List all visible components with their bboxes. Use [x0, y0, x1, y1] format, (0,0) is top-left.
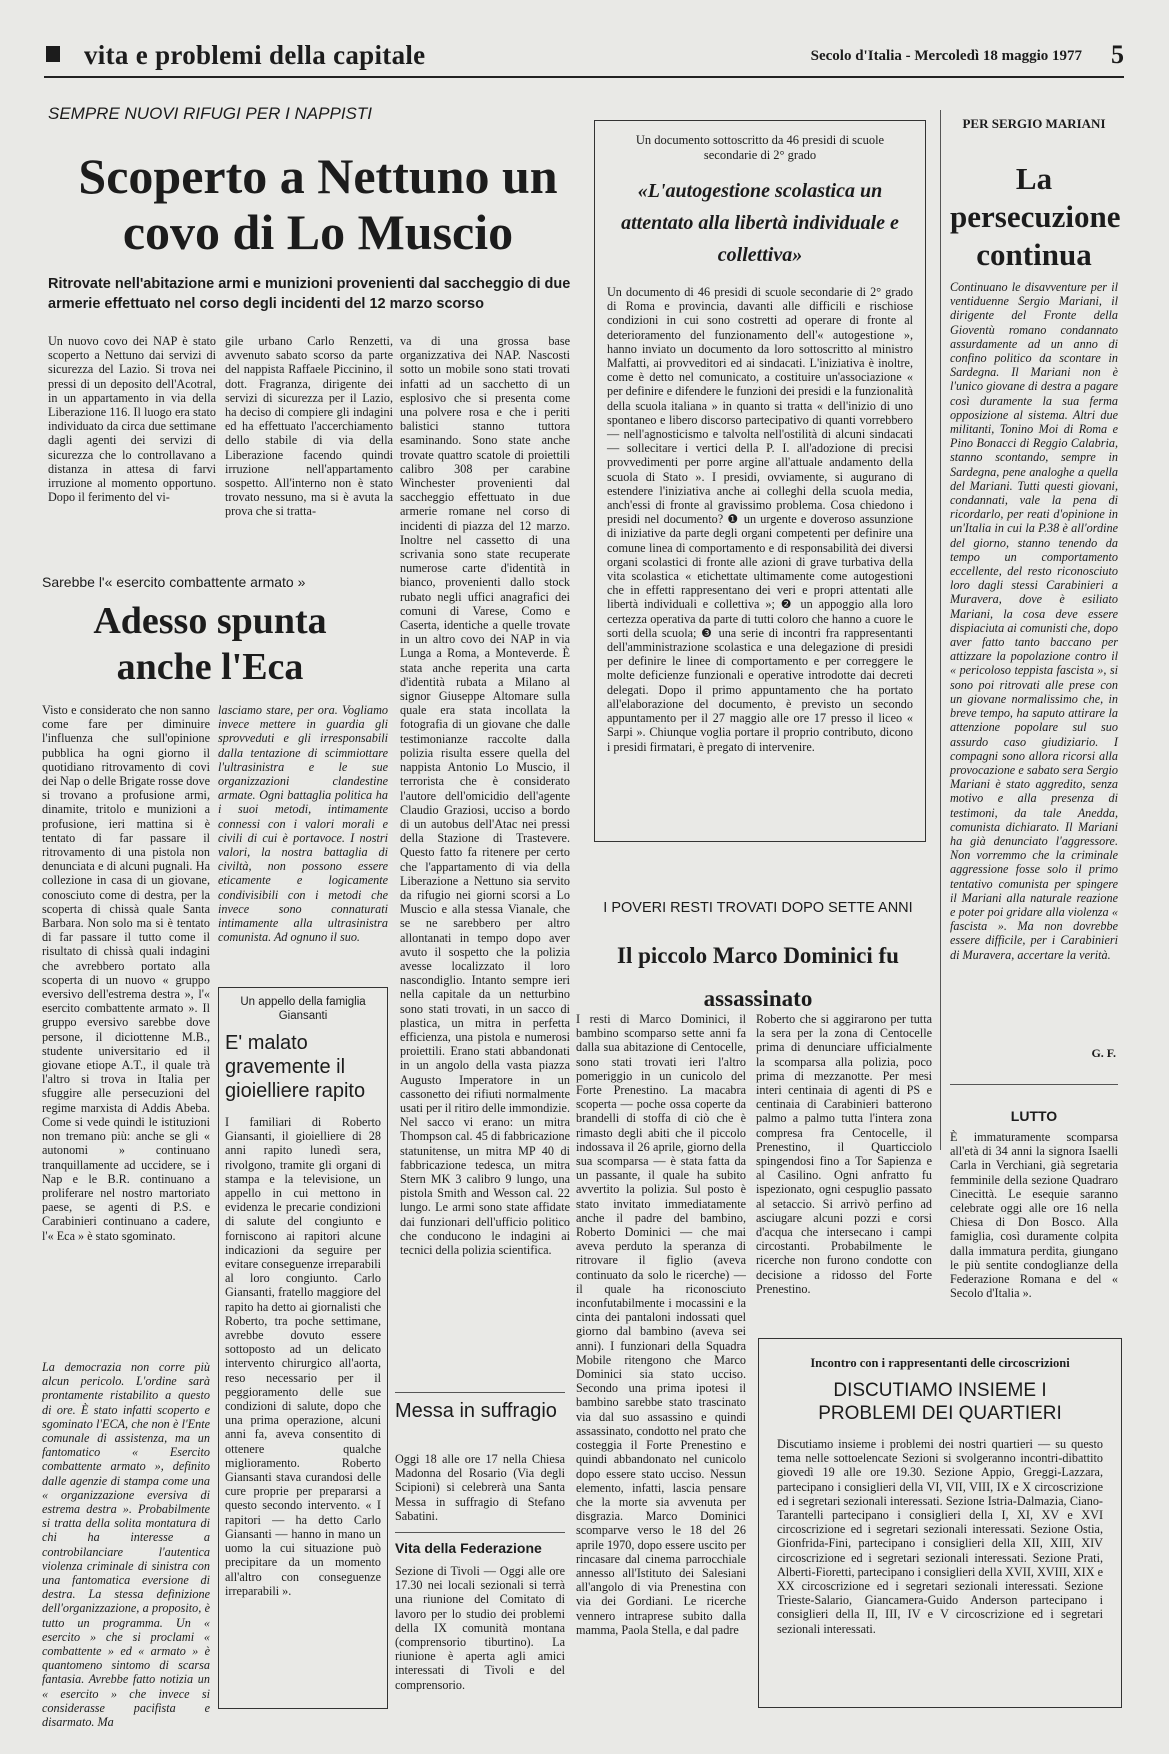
eca-col1: Visto e considerato che non sanno come fare per diminuire l'influenza che sull'opinione pubblica ha ogni giorno il quotidiano ritrovamento di covi dei Nap o delle Brigate rosse dove si trovano a profusione armi, dinamite, tritolo e munizioni a profusione, ieri mattina si è tentato di far passare il ritrovamento di una pistola non denunciata e di alcuni pugnali. Ha collezione in casa di un giovane, conosciuto come di destra, per la scoperta di chissà quale Santa Barbara. Non solo ma si è tentato di far passare il tutto come il risultato di chissà quali indagini che avrebbero portato alla scoperta di un nuovo « gruppo eversivo dell'estrema destra », l'« esercito combattente armato ». Il gruppo eversivo sarebbe dove persone, il diciottenne M.B., studente universitario ed il giovane etiope A.T., il quale trà l'altro si trova in Italia per sfuggire alle persecuzioni del regime marxista di Addis Abeba. Come si vede quindi le istituzioni non tremano più: anche se gli « autonomi » continuano tranquillamente ad uccidere, se i Nap e le B.R. continuano a proliferare nel nostro martoriato paese, se agenti di P.S. e Carabinieri continuano a cadere, l'« Eca » è stato sgominato. [42, 703, 210, 1243]
presidi-box [594, 120, 926, 842]
federazione-title: Vita della Federazione [395, 1540, 542, 1556]
dominici-col1: I resti di Marco Dominici, il bambino scomparso sette anni fa dalla sua abitazione di Centocelle, sono stati trovati ieri l'altro pomeriggio in un cunicolo del Forte Prenestino. La macabra scoperta — poche ossa coperte da brandelli di stoffa di ciò che è rimasto degli abiti che il piccolo indossava il 26 aprile, giorno della sua scomparsa — è stata fatta da un passante, il quale ha subito avvertito la polizia. Sul posto è stato invitato immediatamente anche il padre del bambino, Roberto Dominici — che mai aveva perduto la speranza di ritrovare il figlio (aveva continuato da solo le ricerche) — il quale ha riconosciuto inconfutabilmente i mocassini e la cinta dei pantaloni indossati quel giorno dal bambino (aveva sei anni). I funzionari della Squadra Mobile ritengono che Marco Dominici sia stato ucciso. Secondo una prima ipotesi il bambino sarebbe stato trascinato via dal suo assassino e quindi assassinato, condotto nel prato che costeggia il Forte Prenestino e quindi abbandonato nel cunicolo dopo essere stato ucciso. Nessun elemento, infatti, lascia pensare che la morte sia avvenuta per disgrazia. Marco Dominici scomparve verso le 18 del 26 aprile 1970, dopo essere uscito per rincasare dal cinema parrocchiale annesso all'Istituto dei Salesiani all'angolo di via Prenestina con via dei Gordiani. Le ricerche vennero intraprese subito dalla mamma, Paola Stella, e dal padre [576, 1012, 746, 1637]
nettuno-col1: Un nuovo covo dei NAP è stato scoperto a Nettuno dai servizi di sicurezza del Lazio. Si trova nei pressi di un deposito dell'Acotral, in un appartamento in via della Liberazione 116. Il luogo era stato individuato da circa due settimane dagli agenti dei servizi di sicurezza che lo controllavano a distanza in attesa di farvi irruzione al momento opportuno. Dopo il ferimento del vi- [48, 334, 216, 505]
gioielliere-kicker: Un appello della famiglia Giansanti [240, 996, 366, 1022]
mariani-kicker: PER SERGIO MARIANI [962, 116, 1106, 131]
federazione-rule [395, 1532, 565, 1533]
section-marker-icon [46, 46, 60, 62]
section-title: vita e problemi della capitale [84, 40, 426, 70]
nettuno-col2: gile urbano Carlo Renzetti, avvenuto sabato scorso da parte del nappista Raffaele Piccinino, il dott. Fragranza, dirigente dei servizi di sicurezza per il Lazio, ha deciso di compiere gli indagini ed ha effettuato l'accerchiamento dello stabile di via della Liberazione facendo quindi irruzione nell'appartamento sospetto. All'interno non è stato trovato nessuno, ma si è avuta la prova che si tratta- [225, 334, 393, 519]
gioielliere-box [218, 987, 388, 1709]
messa-title: Messa in suffragio [395, 1400, 557, 1422]
eca-col2: lasciamo stare, per ora. Vogliamo invece mettere in guardia gli sprovveduti e gli irresponsabili dalla tentazione di scimmiottare l'ultrasinistra e le sue organizzazioni clandestine armate. Ogni battaglia politica ha i suoi metodi, intimamente connessi con i valori morali e civili di cui è portavoce. I nostri valori, la nostra battaglia di civiltà, non possono essere eticamente e logicamente condivisibili con i metodi che invece sono connaturati intimamente alla ultrasinistra comunista. Ad ognuno il suo. [218, 703, 388, 945]
nettuno-deck: Ritrovate nell'abitazione armi e munizioni provenienti dal saccheggio di due armerie effettuato nel corso degli incidenti del 12 marzo scorso [48, 276, 571, 312]
dominici-kicker: I POVERI RESTI TROVATI DOPO SETTE ANNI [603, 900, 913, 916]
lutto-rule [950, 1084, 1118, 1085]
mariani-signature: G. F. [1091, 1046, 1116, 1060]
nettuno-col3: va di una grossa base organizzativa dei NAP. Nascosti sotto un mobile sono stati trovati infatti ad un sacchetto di un esplosivo che si presenta come una polvere rosa e che i periti balistici stanno tuttora esaminando. Sono state anche trovate quattro scatole di proiettili calibro 308 per carabine Winchester provenienti dal saccheggio effettuato in due armerie romane nel corso di incidenti di piazza del 12 marzo. Inoltre nel cassetto di una scrivania sono state recuperate numerose carte d'identità in bianco, provenienti dallo stock rubato negli uffici anagrafici dei comuni di Varese, Como e Caserta, identiche a quelle trovate in un altro covo dei NAP in via Lunga a Roma, a Monteverde. È stata anche reperita una carta d'identità rubata a Milano al signor Giuseppe Altomare sulla quale era stata incollata la fotografia di un giovane che dalle testimonianze raccolte dalla polizia risulta essere quella del nappista Antonio Lo Muscio, il terrorista che è considerato l'autore dell'omicidio dell'agente Claudio Graziosi, ucciso a bordo di un autobus dell'Atac nei pressi della Stazione di Trastevere. Questo fatto fa ritenere per certo che l'appartamento di via della Liberazione a Nettuno sia servito da rifugio nei giorni scorsi a Lo Muscio e alla stessa Vianale, che se ne sarebbero per altro allontanati in tempo dopo aver avuto il sospetto che la polizia avesse localizzato il loro nascondiglio. Intanto sempre ieri nella capitale da un netturbino sono stati trovati, in un sacco di plastica, un mitra in perfetta efficienza, una pistola e numerosi proiettili. Erano stati abbandonati in un angolo della vasta piazza Augusto Imperatore in un cassonetto dei rifiuti normalmente usati per il ritiro delle immondizie. Nel sacco vi erano: un mitra Thompson cal. 45 di fabbricazione statunitense, un mitra MP 40 di fabbricazione tedesca, un mitra Stern MK 3 calibro 9 lungo, una pistola Smith and Wesson cal. 22 lungo. Le armi sono state affidate dai funzionari dell'ufficio politico che conducono le indagini ai tecnici della polizia scientifica. [400, 334, 570, 1257]
messa-rule [395, 1392, 565, 1393]
lutto-body: È immaturamente scomparsa all'età di 34 anni la signora Isaelli Carla in Verchiani, già segretaria femminile della sezione Quadraro Cinecittà. Le esequie saranno celebrate oggi alle ore 16 nella Chiesa di Don Bosco. Alla famiglia, così duramente colpita dalla immatura perdita, giungano le più sentite condoglianze della Federazione Romana e del « Secolo d'Italia ». [950, 1130, 1118, 1301]
dominici-title: Il piccolo Marco Dominici fu assassinato [617, 943, 899, 1011]
eca-kicker: Sarebbe l'« esercito combattente armato » [42, 574, 306, 590]
presidi-title: «L'autogestione scolastica un attentato alla libertà individuale e collettiva» [621, 180, 899, 266]
quartieri-box [758, 1338, 1122, 1708]
quartieri-body: Discutiamo insieme i problemi dei nostri quartieri — su questo tema nelle sottoelencate Sezioni si svolgeranno incontri-dibattito giovedì 19 alle ore 19.30. Sezione Appio, Greggi-Lazzara, partecipano i consiglieri della VI, VII, VIII, IX e X circoscrizione ed i segretari sezionali interessati. Sezione Istria-Dalmazia, Ciano-Tarantelli partecipano i consiglieri della I, XI, XV e XVI circoscrizione ed i segretari sezionali interessati. Sezione Ostia, Gionfrida-Fini, partecipano i consiglieri della XII, XIII, XIV circoscrizione ed i segretari sezionali interessati. Sezione Prati, Alberti-Fioretti, partecipano i consiglieri della XVII, XVIII, XIX e XX circoscrizione ed i segretari sezionali interessati. Sezione Trieste-Salario, Giancamera-Guido Anderson partecipano i consiglieri della II, III, IV e V circoscrizione ed i segretari sezionali interessati. [777, 1437, 1103, 1636]
masthead-date: Secolo d'Italia - Mercoledì 18 maggio 1977 [810, 48, 1082, 64]
quartieri-title: DISCUTIAMO INSIEME I PROBLEMI DEI QUARTIERI [818, 1380, 1062, 1424]
mariani-body: Continuano le disavventure per il ventiduenne Sergio Mariani, il dirigente del Fronte della Gioventù romano condannato assurdamente ad un anno di confino politico da scontare in Sardegna. Il Mariani non è l'unico giovane di destra a pagare così duramente la sua ferma opposizione al sistema. Altri due militanti, Tonino Moi di Roma e Pino Bonacci di Reggio Calabria, stanno scontando, sempre in Sardegna, pene analoghe a quella del Mariani. Tutti questi giovani, condannati, vale la pena di ricordarlo, per reati d'opinione in un'Italia in cui la P.38 è all'ordine del giorno, stanno tenendo da tempo un comportamento eccellente, del resto riconosciuto loro dagli stessi Carabinieri a Muravera, dove è esiliato Mariani, la cosa deve essere dispiaciuta ai comunisti che, dopo aver fatto tanto baccano per attizzare la popolazione contro il « pericoloso teppista fascista », si sono poi ritrovati alle prese con un giovane normalissimo che, in breve tempo, ha saputo attirare la attenzione popolare sul suo assurdo caso giudiziario. I compagni sono allora ricorsi alla provocazione e sabato sera Sergio Mariani è stato aggredito, senza motivo e alla presenza di testimoni, da tale Anedda, comunista dichiarato. Il Mariani ha già denunciato l'aggressore. Non vorremmo che la criminale aggressione fosse solo il primo tentativo comunista per spingere il Mariani alla naturale reazione e poter poi gridare alla violenza « fascista ». Ma non dovrebbe essere difficile, per i Carabinieri di Muravera, accertare la verità. [950, 280, 1118, 962]
page-header [44, 40, 1124, 78]
gioielliere-title: E' malato gravemente il gioielliere rapito [225, 1032, 366, 1102]
gioielliere-body: I familiari di Roberto Giansanti, il gioielliere di 28 anni rapito lunedì sera, rivolgono, tramite gli organi di stampa e la televisione, un appello in cui mettono in evidenza le precarie condizioni di salute del congiunto e forniscono ai rapitori alcune indicazioni da seguire per evitare conseguenze irreparabili al loro congiunto. Carlo Giansanti, fratello maggiore del rapito ha detto ai giornalisti che Roberto, tra poche settimane, avrebbe dovuto essere sottoposto ad un delicato intervento chirurgico all'aorta, reso necessario per il peggioramento delle sue condizioni di salute, dopo che una prima operazione, alcuni anni fa, aveva consentito di ottenere qualche miglioramento. Roberto Giansanti stava curandosi delle cure proprie per prepararsi a questo secondo intervento. « I rapitori — ha detto Carlo Giansanti — hanno in mano un uomo la cui situazione può precipitare da un momento all'altro con conseguenze irreparabili ». [225, 1115, 381, 1598]
lutto-title: LUTTO [1010, 1108, 1058, 1124]
quartieri-kicker: Incontro con i rappresentanti delle circoscrizioni [810, 1356, 1070, 1370]
messa-body: Oggi 18 alle ore 17 nella Chiesa Madonna del Rosario (Via degli Scipioni) si celebrerà una Santa Messa in suffragio di Stefano Sabatini. [395, 1452, 565, 1523]
eca-tail: La democrazia non corre più alcun pericolo. L'ordine sarà prontamente ristabilito a questo di ore. È stato infatti scoperto e sgominato l'ECA, che non è l'Ente comunale di assistenza, ma un fantomatico « Esercito combattente armato », definito dalle agenzie di stampa come una « organizzazione eversiva di estrema destra ». Probabilmente si tratta della solita montatura di chi ha interesse a controbilanciare l'autentica violenza criminale di sinistra con una fantomatica eversione di destra. La stessa definizione dell'organizzazione, a proposito, è tutto un programma. Un « esercito » che si proclami « combattente » ed « armato » è quantomeno sintomo di scarsa fantasia. Avrebbe fatto notizia un « esercito » che invece si considerasse pacifista e disarmato. Ma [42, 1360, 210, 1730]
eca-title: Adesso spunta anche l'Eca [93, 600, 327, 688]
nettuno-kicker: SEMPRE NUOVI RIFUGI PER I NAPPISTI [48, 104, 372, 123]
federazione-body: Sezione di Tivoli — Oggi alle ore 17.30 nei locali sezionali si terrà una riunione del Comitato di lavoro per lo studio dei problemi della IX comunità montana (comprensorio tiburtino). La riunione è aperta agli amici interessati di Tivoli e del comprensorio. [395, 1564, 565, 1692]
page-number: 5 [1111, 40, 1124, 69]
presidi-kicker: Un documento sottoscritto da 46 presidi di scuole secondarie di 2° grado [635, 133, 885, 162]
dominici-col2: Roberto che si aggirarono per tutta la sera per la zona di Centocelle prima di denunciare ufficialmente la scomparsa alla polizia, poco prima di mezzanotte. Per mesi interi centinaia di agenti di PS e centinaia di Carabinieri batterono palmo a palmo tutta l'intera zona compresa fra Centocelle, il Prenestino, il Quarticciolo spingendosi fino a Tor Sapienza e al Casilino. Ogni anfratto fu ispezionato, ogni cespuglio passato al setaccio. Si arrivò perfino ad asciugare alcuni pozzi e corsi d'acqua che intersecano i campi circostanti. Probabilmente le ricerche non furono condotte con decisione a ridosso del Forte Prenestino. [756, 1012, 932, 1296]
nettuno-title: Scoperto a Nettuno un covo di Lo Muscio [78, 148, 558, 260]
mariani-title: La persecuzione continua [950, 161, 1121, 272]
presidi-body: Un documento di 46 presidi di scuole secondarie di 2° grado di Roma e provincia, davanti alle difficili e rischiose condizioni in cui sono costretti ad operare di fronte al deterioramento del funzionamento dell'« autogestione », hanno inviato un documento da loro sottoscritto al ministro Malfatti, ai provveditori ed ai sindacati. L'iniziativa è inoltre, come è detto nel comunicato, a costituire un'associazione « per definire e difendere le funzioni dei presidi e la funzionalità della scuola italiana » in quanto si tratta « dell'inizio di uno spontaneo e libero discorso partecipativo di quanti vorrebbero — nell'agnosticismo e talvolta nell'ostilità di alcuni sindacati — sollecitare i vertici della P. I. all'adozione di precisi provvedimenti per porre argine all'attuale andamento della scuola di Stato ». I presidi, ovviamente, si augurano di estendere l'iniziativa anche ai colleghi della scuola media, anch'essi di fronte al gravissimo problema. Cosa chiedono i presidi nel documento? ❶ un urgente e doveroso assunzione di iniziative da parte degli organi competenti per definire una comune linea di comportamento e di responsabilità dei diversi organi scolastici di fronte alle azioni di grave turbativa della vita scolastica « etichettate ultimamente come autogestioni che in effetti rappresentano dei veri e propri attentati alle libertà individuali e collettiva »; ❷ un appoggio alla loro certezza operativa da parte di tutti coloro che hanno a cuore le sorti della scuola; ❸ una serie di incontri fra rappresentanti dell'amministrazione scolastica e una delegazione di presidi per definire le linee di comportamento e per correggere le molte deficienze funzionali e operative introdotte dai decreti delegati. Dopo il primo appuntamento che ha portato all'elaborazione del documento, è previsto un secondo appuntamento per il 27 maggio alle ore 17 presso il liceo « Sarpi ». Chiunque voglia portare il proprio contributo, dicono i presidi firmatari, è pregato di intervenire. [607, 285, 913, 754]
column-rule [940, 110, 941, 1150]
